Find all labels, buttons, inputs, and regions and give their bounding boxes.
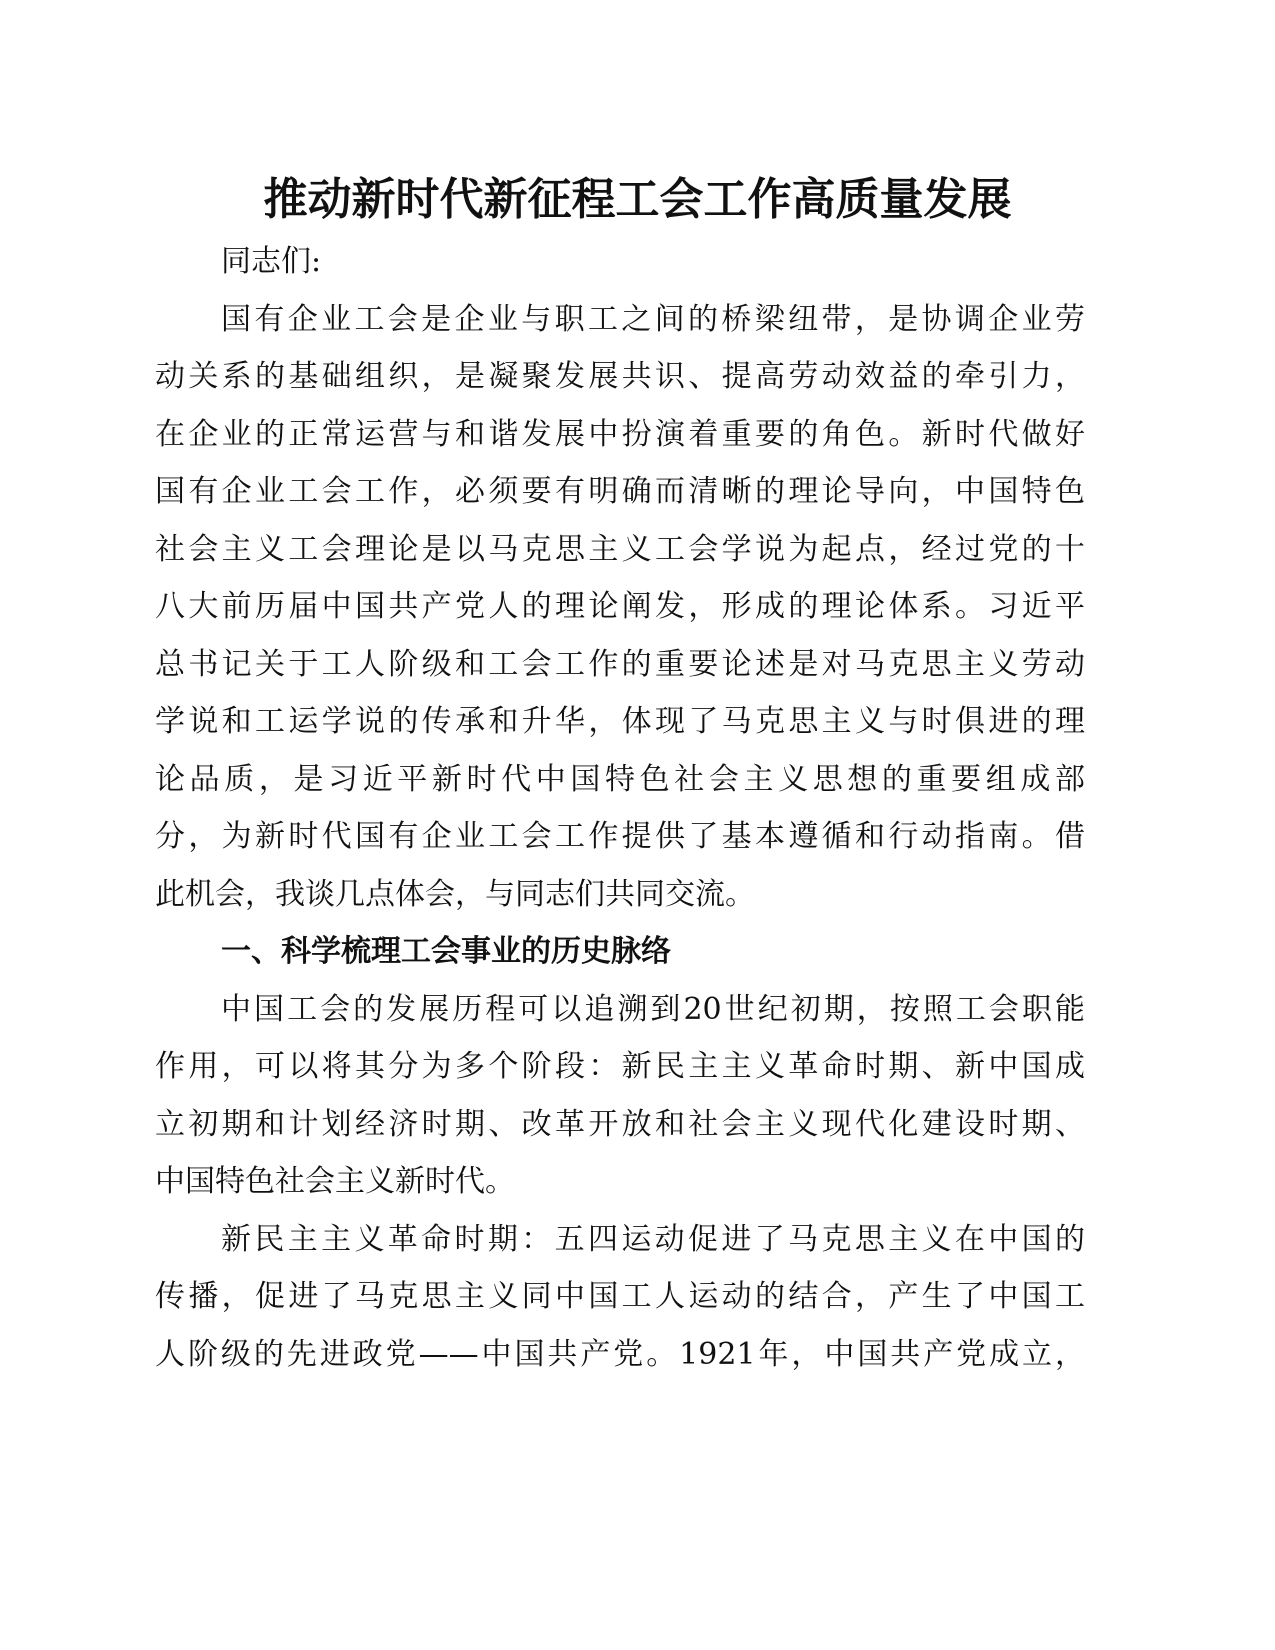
paragraph-line: 作用，可以将其分为多个阶段：新民主主义革命时期、新中国成 [155,1049,1085,1084]
paragraph-line: 八大前历届中国共产党人的理论阐发，形成的理论体系。习近平 [155,589,1085,624]
document-body [155,233,1085,1383]
paragraph-line: 总书记关于工人阶级和工会工作的重要论述是对马克思主义劳动 [155,646,1085,682]
paragraph-line: 社会主义工会理论是以马克思主义工会学说为起点，经过党的十 [155,531,1085,567]
section-heading: 一、科学梳理工会事业的历史脉络 [221,934,671,969]
document-title: 推动新时代新征程工会工作高质量发展 [263,174,1012,225]
paragraph-line: 立初期和计划经济时期、改革开放和社会主义现代化建设时期、 [155,1106,1085,1142]
paragraph-line: 在企业的正常运营与和谐发展中扮演着重要的角色。新时代做好 [155,416,1085,452]
paragraph-line: 中国工会的发展历程可以追溯到20世纪初期，按照工会职能 [221,991,1085,1027]
paragraph-line: 国有企业工会工作，必须要有明确而清晰的理论导向，中国特色 [155,474,1085,509]
paragraph-line: 国有企业工会是企业与职工之间的桥梁纽带，是协调企业劳 [221,301,1085,337]
salutation-line: 同志们: [221,244,322,279]
paragraph-line: 人阶级的先进政党——中国共产党。1921年，中国共产党成立， [155,1336,1085,1372]
paragraph-line: 传播，促进了马克思主义同中国工人运动的结合，产生了中国工 [155,1279,1085,1314]
paragraph-line: 中国特色社会主义新时代。 [155,1164,515,1199]
paragraph-line: 此机会，我谈几点体会，与同志们共同交流。 [155,876,755,912]
paragraph-line: 分，为新时代国有企业工会工作提供了基本遵循和行动指南。借 [155,819,1085,854]
paragraph-line: 论品质，是习近平新时代中国特色社会主义思想的重要组成部 [155,761,1085,797]
paragraph-line: 学说和工运学说的传承和升华，体现了马克思主义与时俱进的理 [155,704,1085,739]
paragraph-line: 新民主主义革命时期：五四运动促进了马克思主义在中国的 [221,1221,1085,1257]
paragraph-line: 动关系的基础组织，是凝聚发展共识、提高劳动效益的牵引力， [155,359,1085,394]
